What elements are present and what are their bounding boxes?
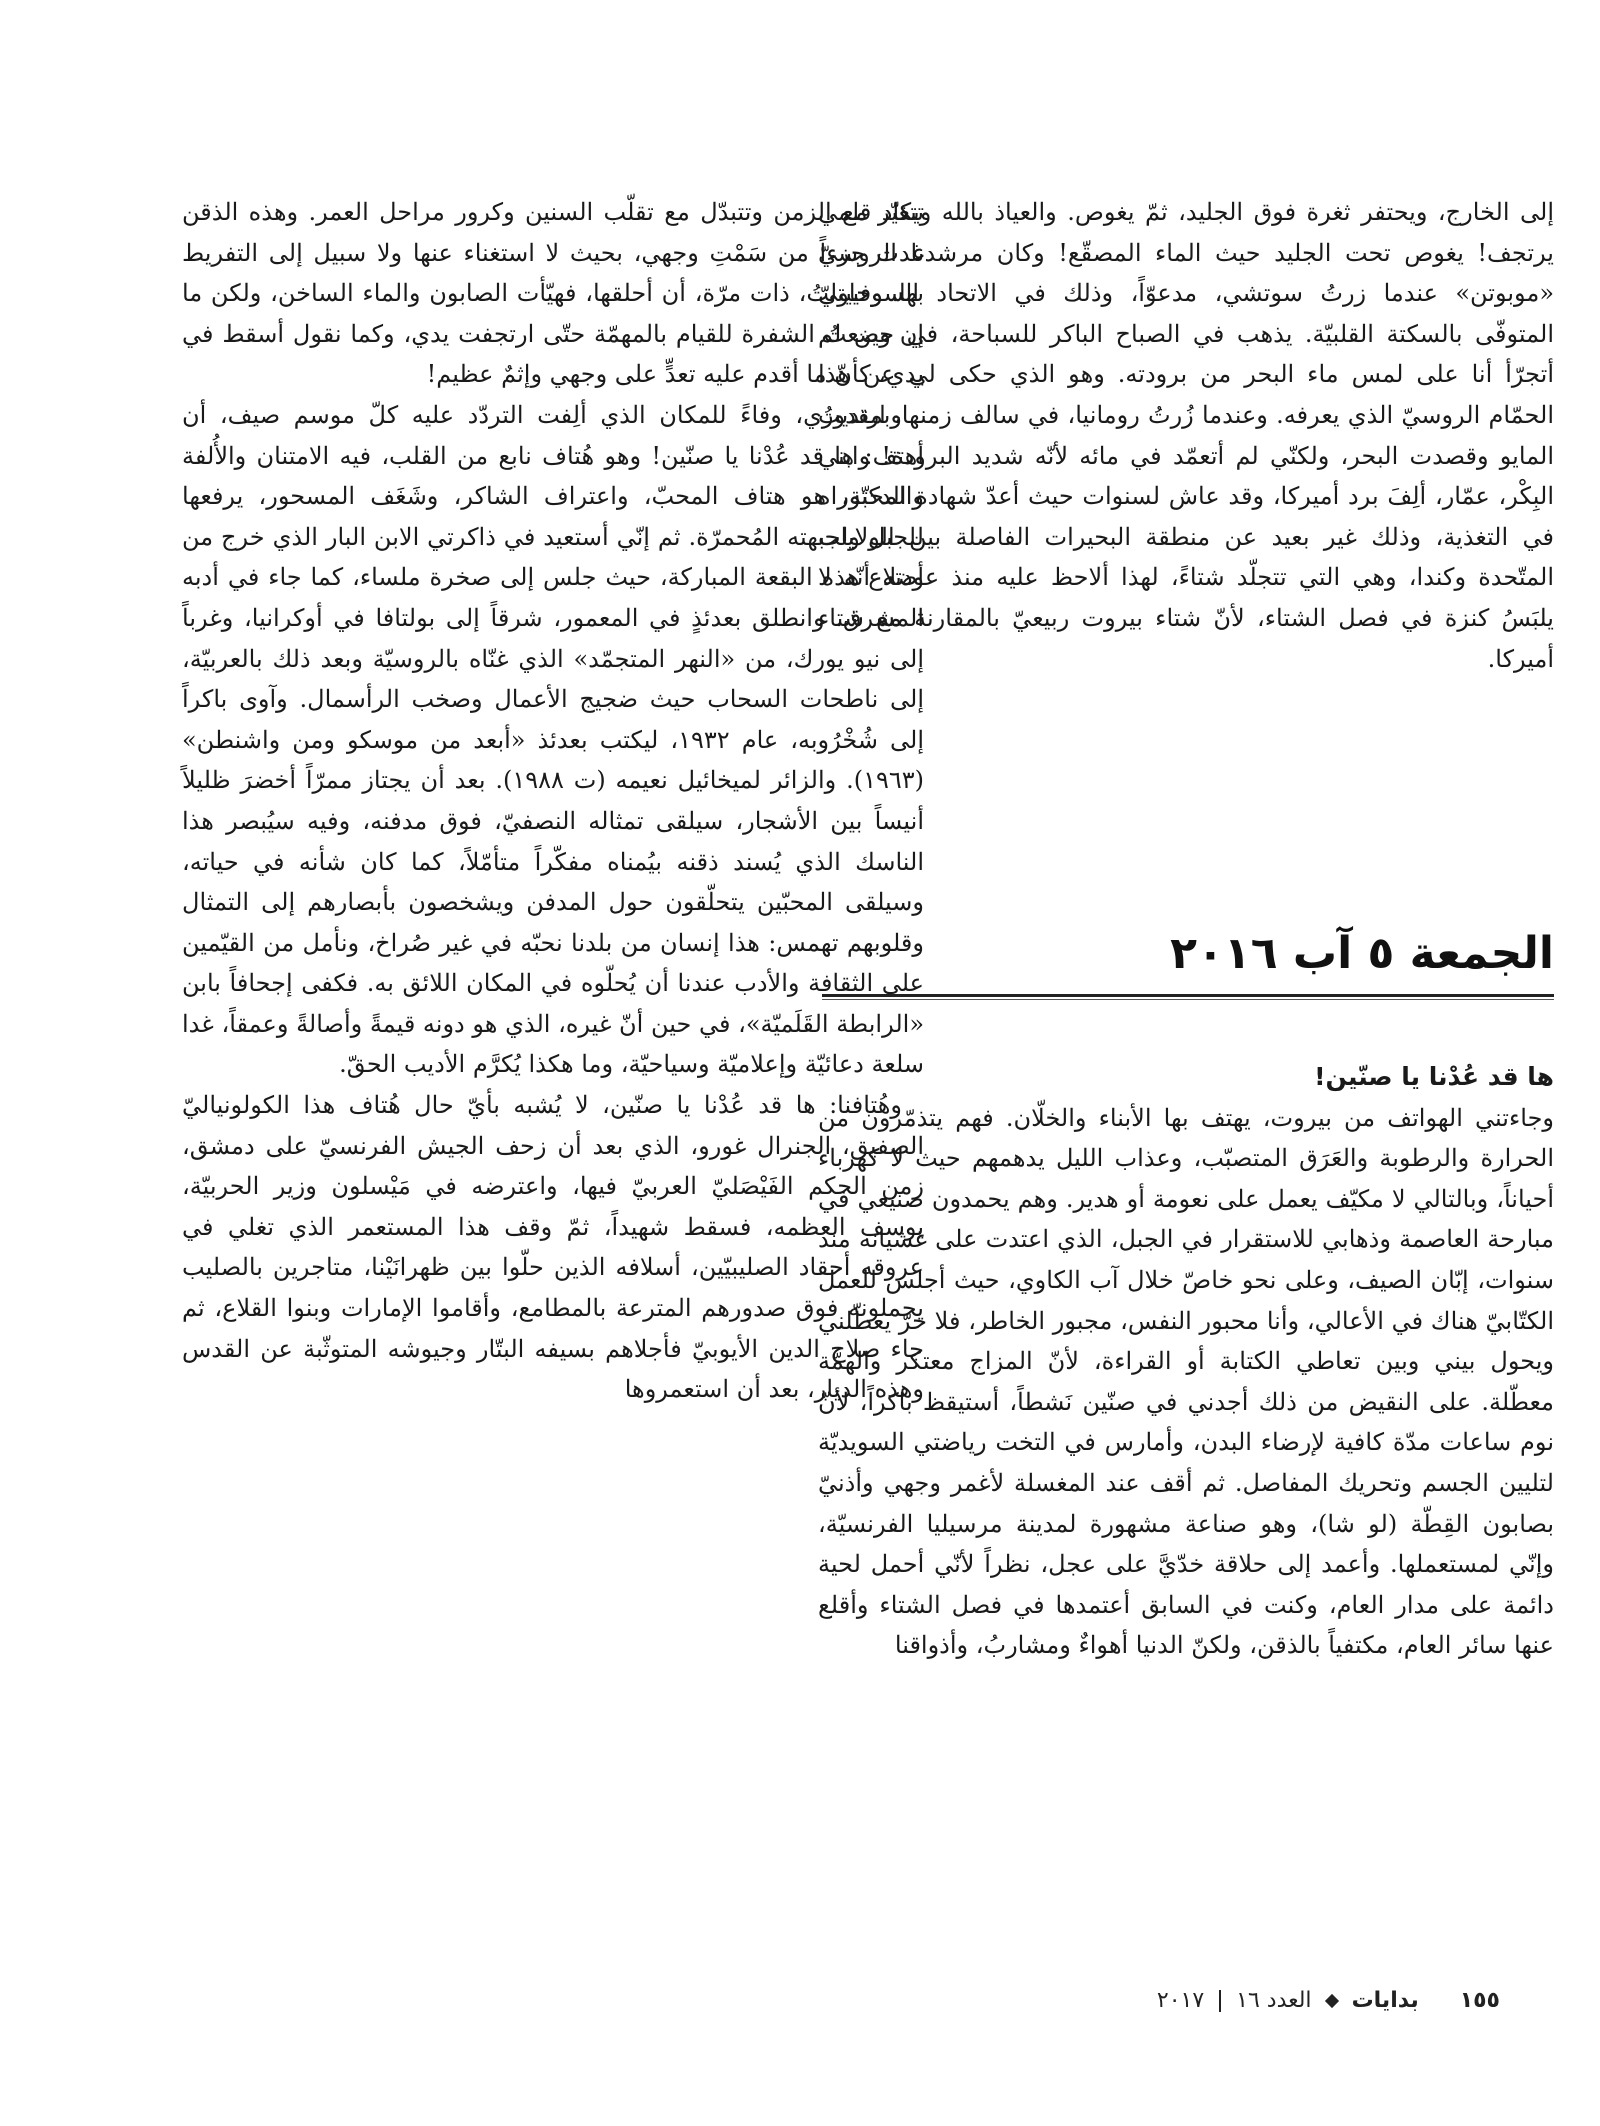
magazine-name: بدايات [1351,1988,1419,2013]
section-heading: الجمعة ٥ آب ٢٠١٦ [1170,928,1554,979]
right-column-bottom [818,1057,1554,1666]
heading-rule [822,994,1554,997]
page-number: ١٥٥ [1459,1988,1500,2013]
diamond-icon [1324,1994,1338,2008]
paragraph: وهُتافنا: ها قد عُدْنا يا صنّين، لا يُشبه بأيّ حال هُتاف هذا الكولونياليّ الصفيق، الجنرال غورو، الذي بعد أن زحف الجيش الفرنسيّ على دمشق، زمن الحكم الفَيْصَليّ العربيّ فيها، واعترضه في مَيْسلون وزير الحربيّة، يوسف العظمه، فسقط شهيداً، ثمّ وقف هذا المستعمر الذي تغلي في عروقه أحقاد الصليبيّين، أسلافه الذين حلّوا بين ظهرانَيْنا، متاجرين بالصليب يحملونه فوق صدورهم المترعة بالمطامع، وأقاموا الإمارات وبنوا القلاع، ثم جاء صلاح الدين الأيوبيّ فأجلاهم بسيفه البتّار وجيوشه المتوثّبة عن القدس وهذه الديار، بعد أن استعمروها [182,1091,924,1404]
left-column [182,192,924,1410]
right-column-top [818,192,1554,679]
separator [1219,1990,1221,2012]
issue-year: ٢٠١٧ [1156,1988,1205,2013]
issue-number: العدد ١٦ [1236,1988,1312,2013]
heading-rule-thin [822,999,1554,1000]
paragraph: إلى الخارج، ويحتفر ثغرة فوق الجليد، ثمّ يغوص. والعياذ بالله ويكاد قلمي يرتجف! يغوص تحت الجليد حيث الماء المصقّع! وكان مرشدنا الروسيّ «موبوتن» عندما زرتُ سوتشي، مدعوّاً، وذلك في الاتحاد السوفييتيّ المتوفّى بالسكتة القلبيّة. يذهب في الصباح الباكر للسباحة، في حين لم أتجرّأ أنا على لمس ماء البحر من برودته. وهو الذي حكى لي عن هذا الحمّام الروسيّ الذي يعرفه. وعندما زُرتُ رومانيا، في سالف زمنها، ارتديتُ المايو وقصدت البحر، ولكنّي لم أتعمّد في مائه لأنّه شديد البرودة! وابني البِكْر، عمّار، ألِفَ برد أميركا، وقد عاش لسنوات حيث أعدّ شهادة الدكتوراه في التغذية، وذلك غير بعيد عن منطقة البحيرات الفاصلة بين الولايات المتّحدة وكندا، وهي التي تتجلّد شتاءً، لهذا ألاحظ عليه منذ عودته أنّه لا يلبَسُ كنزة في فصل الشتاء، لأنّ شتاء بيروت ربيعيّ بالمقارنة مع شتاء أميركا. [818,198,1554,673]
paragraph: وبمقدوري، وفاءً للمكان الذي ألِفت التردّد عليه كلّ موسم صيف، أن أهتف: ها قد عُدْنا يا صنّين! وهو هُتاف نابع من القلب، فيه الامتنان والأُلفة والمحبّة، هو هتاف المحبّ، واعتراف الشاكر، وشَغَف المسحور، يرفعها للجبل ولجبهته المُحمرّة. ثم إنّي أستعيد في ذاكرتي الابن البار الذي خرج من أضلاع هذه البقعة المباركة، حيث جلس إلى صخرة ملساء، كما جاء في أدبه المشرق. وانطلق بعدئذٍ في المعمور، شرقاً إلى بولتافا في أوكرانيا، وغرباً إلى نيو يورك، من «النهر المتجمّد» الذي غنّاه بالروسيّة وبعد ذلك بالعربيّة، إلى ناطحات السحاب حيث ضجيج الأعمال وصخب الرأسمال. وآوى باكراً إلى شُخْرُوبه، عام ١٩٣٢، ليكتب بعدئذ «أبعد من موسكو ومن واشنطن» (١٩٦٣). والزائر لميخائيل نعيمه (ت ١٩٨٨). بعد أن يجتاز ممرّاً أخضرَ ظليلاً أنيساً بين الأشجار، سيلقى تمثاله النصفيّ، فوق مدفنه، وفيه سيُبصر هذا الناسك الذي يُسند ذقنه بيُمناه مفكّراً متأمّلاً، كما كان شأنه في حياته، وسيلقى المحبّين يتحلّقون حول المدفن ويشخصون بأبصارهم إلى التمثال وقلوبهم تهمس: هذا إنسان من بلدنا نحبّه في غير صُراخ، ونأمل من القيّمين على الثقافة والأدب عندنا أن يُحلّوه في المكان اللائق به. فكفى إجحافاً بابن «الرابطة القَلَميّة»، في حين أنّ غيره، الذي هو دونه قيمةً وأصالةً وعمقاً، غدا سلعة دعائيّة وإعلاميّة وسياحيّة، وما هكذا يُكرَّم الأديب الحقّ. [182,400,925,1079]
sub-heading: ها قد عُدْنا يا صنّين! [1314,1062,1554,1091]
paragraph: تتغيّر مع الزمن وتتبدّل مع تقلّب السنين وكرور مراحل العمر. وهذه الذقن غدت جزءاً من سَمْتِ وجهي، بحيث لا استغناء عنها ولا سبيل إلى التفريط بها. وحاولتُ، ذات مرّة، أن أحلقها، فهيّأت الصابون والماء الساخن، ولكن ما إن وضعتُ الشفرة للقيام بالمهمّة حتّى ارتجفت يدي، وكما نقول أسقط في يدي، كأنّ ما أقدم عليه تعدٍّ على وجهي وإثمٌ عظيم! [182,198,924,389]
paragraph: وجاءتني الهواتف من بيروت، يهتف بها الأبناء والخلّان. فهم يتذمّرون من الحرارة والرطوبة والعَرَق المتصبّب، وعذاب الليل يدهمهم حيث لا كهرباء أحياناً، وبالتالي لا مكيّف يعمل على نعومة أو هدير. وهم يحمدون صنيعي في مبارحة العاصمة وذهابي للاستقرار في الجبل، الذي اعتدت على غشيانه منذ سنوات، إبّان الصيف، وعلى نحو خاصّ خلال آب الكاوي، حيث أجلس للعمل الكتّابيّ هناك في الأعالي، وأنا محبور النفس، مجبور الخاطر، فلا حرّ يعطّلني ويحول بيني وبين تعاطي الكتابة أو القراءة، لأنّ المزاج معتكر والهمّة معطّلة. على النقيض من ذلك أجدني في صنّين نَشطاً، أستيقظ باكراً، لأنّ نوم ساعات مدّة كافية لإرضاء البدن، وأمارس في التخت رياضتي السويديّة لتليين الجسم وتحريك المفاصل. ثم أقف عند المغسلة لأغمر وجهي وأذنيّ بصابون القِطّة (لو شا)، وهو صناعة مشهورة لمدينة مرسيليا الفرنسيّة، وإنّي لمستعملها. وأعمد إلى حلاقة خدّيَّ على عجل، نظراً لأنّي أحمل لحية دائمة على مدار العام، وكنت في السابق أعتمدها في فصل الشتاء وأقلع عنها سائر العام، مكتفياً بالذقن، ولكنّ الدنيا أهواءٌ ومشاربُ، وأذواقنا [818,1103,1555,1660]
page-footer [1090,1985,1500,2017]
